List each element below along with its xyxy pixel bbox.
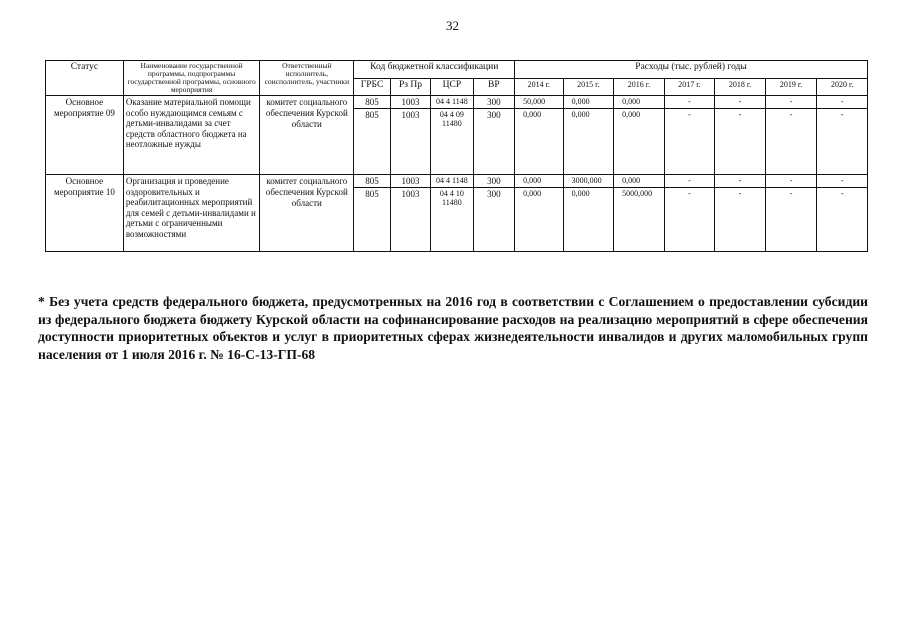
value-cell: - xyxy=(715,96,766,109)
value-cell: - xyxy=(817,175,868,188)
header-rzpr: Рз Пр xyxy=(390,78,430,96)
value-cell: - xyxy=(715,175,766,188)
csr-cell: 04 4 09 11480 xyxy=(431,109,473,175)
rzpr-cell: 1003 xyxy=(390,96,430,109)
vr-cell: 300 xyxy=(473,96,514,109)
header-grbs: ГРБС xyxy=(354,78,390,96)
responsible-cell: комитет социального обеспечения Курской области xyxy=(260,175,354,252)
value-cell: 0,000 xyxy=(515,188,564,252)
value-cell: 3000,000 xyxy=(563,175,614,188)
status-cell: Основное мероприятие 10 xyxy=(46,175,124,252)
value-cell: - xyxy=(817,96,868,109)
value-cell: - xyxy=(715,109,766,175)
footnote: * Без учета средств федерального бюджета, предусмотренных на 2016 год в соответствии с Соглашением о предоставлении субсидии из федерального бюджета бюджету Курской области на софинансирование расходов на реализацию мероприятий в сфере обеспечения доступности приоритетных объектов и услуг в приоритетных сферах жизнедеятельности инвалидов и других маломобильных групп населения от 1 июля 2016 г. № 16-С-13-ГП-68 xyxy=(38,294,868,362)
value-cell: 5000,000 xyxy=(614,188,665,252)
value-cell: - xyxy=(765,109,817,175)
rzpr-cell: 1003 xyxy=(390,188,430,252)
value-cell: 0,000 xyxy=(563,109,614,175)
vr-cell: 300 xyxy=(473,175,514,188)
header-code-group: Код бюджетной классификации xyxy=(354,61,515,79)
value-cell: - xyxy=(765,175,817,188)
value-cell: - xyxy=(664,175,715,188)
header-expenses-group: Расходы (тыс. рублей) годы xyxy=(515,61,868,79)
value-cell: 0,000 xyxy=(515,175,564,188)
grbs-cell: 805 xyxy=(354,96,390,109)
grbs-cell: 805 xyxy=(354,188,390,252)
table-row xyxy=(46,96,868,109)
name-cell: Оказание материальной помощи особо нуждающимся семьям с детьми-инвалидами за счет средств областного бюджета на неотложные нужды xyxy=(123,96,259,175)
value-cell: - xyxy=(664,188,715,252)
vr-cell: 300 xyxy=(473,188,514,252)
header-year-2014: 2014 г. xyxy=(515,78,564,96)
value-cell: - xyxy=(715,188,766,252)
value-cell: 50,000 xyxy=(515,96,564,109)
value-cell: - xyxy=(664,109,715,175)
header-year-2018: 2018 г. xyxy=(715,78,766,96)
header-vr: ВР xyxy=(473,78,514,96)
value-cell: 0,000 xyxy=(515,109,564,175)
header-csr: ЦСР xyxy=(431,78,473,96)
table-row xyxy=(46,175,868,188)
value-cell: - xyxy=(817,109,868,175)
value-cell: - xyxy=(817,188,868,252)
page-number: 32 xyxy=(446,18,459,33)
responsible-cell: комитет социального обеспечения Курской области xyxy=(260,96,354,175)
value-cell: - xyxy=(765,188,817,252)
grbs-cell: 805 xyxy=(354,175,390,188)
csr-cell: 04 4 1148 xyxy=(431,175,473,188)
csr-cell: 04 4 10 11480 xyxy=(431,188,473,252)
value-cell: 0,000 xyxy=(563,96,614,109)
header-year-2017: 2017 г. xyxy=(664,78,715,96)
name-cell: Организация и проведение оздоровительных и реабилитационных мероприятий для семей с детьми-инвалидами и детьми с ограниченными возможностями xyxy=(123,175,259,252)
grbs-cell: 805 xyxy=(354,109,390,175)
vr-cell: 300 xyxy=(473,109,514,175)
rzpr-cell: 1003 xyxy=(390,109,430,175)
header-status: Статус xyxy=(46,61,124,96)
budget-table xyxy=(45,60,868,252)
value-cell: - xyxy=(765,96,817,109)
header-year-2016: 2016 г. xyxy=(614,78,665,96)
csr-cell: 04 4 1148 xyxy=(431,96,473,109)
value-cell: 0,000 xyxy=(614,109,665,175)
header-year-2020: 2020 г. xyxy=(817,78,868,96)
header-row-1 xyxy=(46,61,868,79)
value-cell: 0,000 xyxy=(614,175,665,188)
header-responsible: Ответственный исполнитель, соисполнитель, участники xyxy=(260,61,354,96)
header-name: Наименование государственной программы, подпрограммы государственной программы, основного мероприятия xyxy=(123,61,259,96)
header-year-2019: 2019 г. xyxy=(765,78,817,96)
header-year-2015: 2015 г. xyxy=(563,78,614,96)
value-cell: 0,000 xyxy=(563,188,614,252)
status-cell: Основное мероприятие 09 xyxy=(46,96,124,175)
value-cell: 0,000 xyxy=(614,96,665,109)
rzpr-cell: 1003 xyxy=(390,175,430,188)
value-cell: - xyxy=(664,96,715,109)
